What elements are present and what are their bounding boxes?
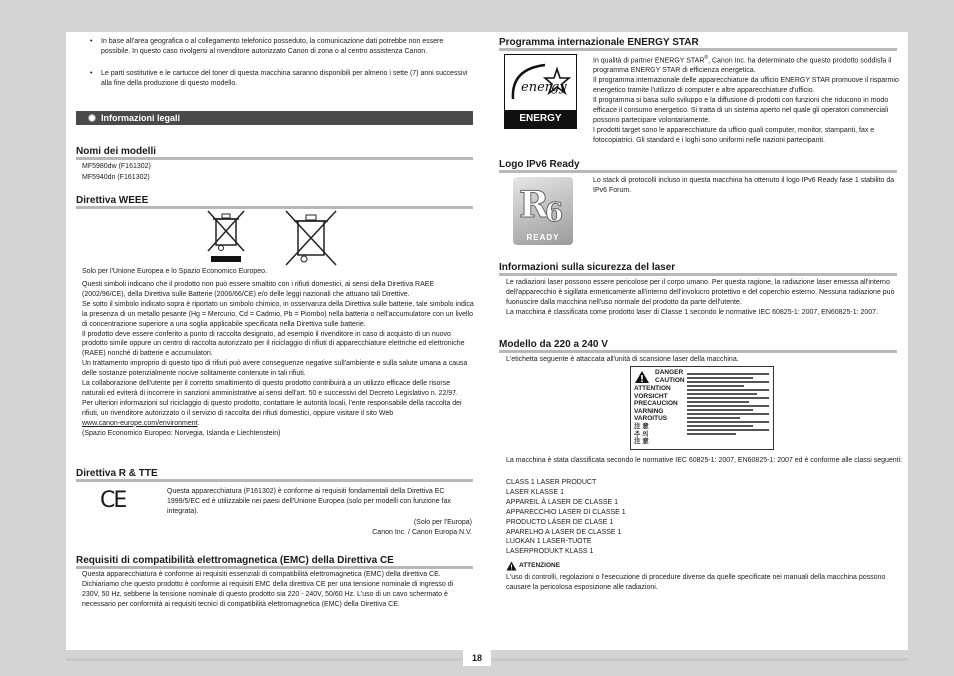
energy-intro-rest: , Canon Inc. ha determinato che questo prodotto soddisfa il programma ENERGY STAR di efficienza energetica. <box>593 57 892 75</box>
laser-warning-label <box>630 366 774 450</box>
heading-laser: Informazioni sulla sicurezza del laser <box>499 262 897 276</box>
crossed-bin-icon <box>206 209 248 265</box>
ipv6-ready-logo <box>513 177 573 245</box>
link-line <box>82 419 474 429</box>
list-item: APPARECCHIO LASER DI CLASSE 1 <box>506 508 626 516</box>
ipv6-text: Lo stack di protocolli incluso in questa macchina ha ottenuto il logo IPv6 Ready fase 1 stabilito da IPv6 Forum. <box>593 177 895 194</box>
model220-text: L'etichetta seguente è attaccata all'unità di scansione laser della macchina. <box>506 356 739 363</box>
heading-rtte: Direttiva R & TTE <box>76 468 473 482</box>
crossed-bin-battery-icon <box>283 209 339 267</box>
heading-weee: Direttiva WEEE <box>76 195 473 209</box>
info-icon <box>88 114 96 122</box>
list-item: APARELHO A LASER DE CLASSE 1 <box>506 528 622 536</box>
list-item: LASER KLASSE 1 <box>506 488 564 496</box>
weee-eu-note: Solo per l'Unione Europea e lo Spazio Economico Europeo. <box>82 268 268 275</box>
svg-text:R: R <box>519 184 549 226</box>
list-item: CLASS 1 LASER PRODUCT <box>506 479 597 486</box>
environment-link[interactable]: www.canon-europe.com/environment <box>82 419 198 427</box>
list-item: • Le parti sostitutive e le cartucce del toner di questa macchina saranno disponibili per almeno i sette (7) anni successivi alla fine della produzione di questo modello. <box>90 69 470 89</box>
heading-ipv6: Logo IPv6 Ready <box>499 159 897 173</box>
paragraph: Le radiazioni laser possono essere pericolose per il corpo umano. Per questa ragione, la radiazione laser emessa all'interno dell'apparecchio è sigillata ermeticamente all'interno dell'involucro protettivo e del coperchio esterno. Nessuna radiazione può fuoriuscire dalla macchina nell'uso normale del prodotto da parte dell'utente. <box>506 279 895 306</box>
energy-star-logo-text: ENERGY STAR <box>505 110 576 128</box>
laser-class-text: La macchina è stata classificata secondo le normative IEC 60825-1: 2007, EN60825-1: 2007 ed è conforme alle classi seguenti: <box>506 457 903 464</box>
list-item: • In base all'area geografica o al collegamento telefonico posseduto, la comunicazione dati potrebbe non essere possibile. In questo caso rivolgersi al rivenditore autorizzato Canon di zona o al centro assistenza Canon. <box>90 37 470 57</box>
label-word: VORSICHT <box>634 392 668 400</box>
registered-mark: ® <box>704 55 709 61</box>
heading-model-220: Modello da 220 a 240 V <box>499 339 897 353</box>
label-word: VAROITUS <box>634 415 668 423</box>
energy-star-logo <box>504 54 577 142</box>
paragraph: Questi simboli indicano che il prodotto non può essere smaltito con i rifiuti domestici, ai sensi della Direttiva RAEE (2002/96/CE), della Direttiva sulle Batterie (2006/66/CE) e/o delle leggi nazionali che attuano tali Direttive. <box>82 281 435 298</box>
warning-title: ATTENZIONE <box>519 562 561 569</box>
laser-text <box>506 278 906 318</box>
svg-text:6: 6 <box>545 198 564 227</box>
energy-star-text <box>593 54 905 145</box>
section-bar-title: Informazioni legali <box>101 113 181 123</box>
page-number: 18 <box>463 650 491 666</box>
paragraph: Il programma internazionale delle apparecchiature da ufficio ENERGY STAR promuove il risparmio energetico tramite l'utilizzo di computer e altre apparecchiature d'ufficio. <box>593 77 899 95</box>
label-word: 注 意 <box>634 438 649 446</box>
laser-class-list <box>506 478 626 557</box>
signature-line: (Solo per l'Europa) <box>413 519 472 526</box>
warning-text: L'uso di controlli, regolazioni o l'esecuzione di procedure diverse da quelle specificate nei manuali della macchina possono causare la pericolosa esposizione alle radiazioni. <box>506 574 886 591</box>
heading-energy-star: Programma internazionale ENERGY STAR <box>499 37 897 51</box>
model-name: MF5980dw (F161302) <box>82 163 151 170</box>
section-bar-legal <box>76 111 473 125</box>
ipv6-logo-text: READY <box>526 233 560 242</box>
paragraph: Il prodotto deve essere conferito a punto di raccolta designato, ad esempio il rivenditore in caso di acquisto di un nuovo prodotto simile oppure un centro di raccolta autorizzato per il riciclaggio di rifiuti di apparecchiature elettriche ed elettroniche (RAEE) nonché di batterie e accumulatori. <box>82 330 465 358</box>
warning-triangle-icon <box>634 370 650 384</box>
ce-mark-logo: CE <box>100 488 126 513</box>
label-words <box>655 369 685 384</box>
ipv6-icon <box>513 177 573 227</box>
energy-script: energy <box>521 80 567 95</box>
label-word: 注 意 <box>634 422 649 430</box>
warning-icon <box>506 561 517 571</box>
paragraph: Un trattamento improprio di questo tipo di rifiuti può avere conseguenze negative sull'ambiente e sulla salute umana a causa delle sostanze potenzialmente nocive solitamente contenute in tali rifiuti. <box>82 360 468 378</box>
label-word: 주 의 <box>634 430 649 438</box>
label-word: ATTENTION <box>634 385 671 392</box>
list-item: LUOKAN 1 LASER-TUOTE <box>506 538 592 546</box>
heading-model-names: Nomi dei modelli <box>76 146 473 160</box>
link-suffix: . <box>197 419 200 427</box>
model-name: MF5940dn (F161302) <box>82 174 150 181</box>
label-fine-print <box>687 371 769 437</box>
label-words <box>634 385 678 446</box>
paragraph: La collaborazione dell'utente per il corretto smaltimento di questo prodotto contribuirà a un utilizzo efficace delle risorse naturali ed eviterà di incorrere in sanzioni amministrative ai sensi dell'art. 50 e successivi del Decreto Legislativo n. 22/97. <box>82 380 459 397</box>
list-item: PRODUCTO LÁSER DE CLASE 1 <box>506 518 614 526</box>
heading-emc: Requisiti di compatibilità elettromagnetica (EMC) della Direttiva CE <box>76 555 473 569</box>
paragraph: Il programma si basa sullo sviluppo e la diffusione di prodotti con funzioni che riducono in modo efficace il consumo energetico. Si tratta di un sistema aperto nel quale gli operatori commerciali possono partecipare volontariamente. <box>593 96 889 124</box>
label-word: CAUTION <box>655 376 685 384</box>
manual-page <box>66 32 908 650</box>
weee-text <box>82 280 474 439</box>
eea-note: (Spazio Economico Europeo: Norvegia, Islanda e Liechtenstein) <box>82 429 281 437</box>
paragraph: Per ulteriori informazioni sul riciclaggio di questo prodotto, contattare le autorità locali, l'ente responsabile della raccolta dei rifiuti, un rivenditore autorizzato o il servizio di raccolta dei rifiuti domestici, oppure visitare il sito Web <box>82 399 462 417</box>
paragraph: La macchina è classificata come prodotto laser di Classe 1 secondo le normative IEC 60825-1: 2007, EN60825-1: 2007. <box>506 308 878 316</box>
emc-text: Questa apparecchiatura è conforme ai requisiti essenziali di compatibilità elettromagnetica (EMC) della direttiva CE. Dichiariamo che questo prodotto è conforme ai requisiti EMC della direttiva CE per una tensione nominale di ingresso di 230V, 50 Hz, sebbene la tensione nominale di questo prodotto sia 220 - 240V, 50/60 Hz. L'uso di un cavo schermato è necessario per conformità ai requisiti tecnici di compatibilità elettromagnetica (EMC) della Direttiva CE. <box>82 571 454 608</box>
signature-line: Canon Inc. / Canon Europa N.V. <box>372 528 472 536</box>
label-word: VARNING <box>634 407 664 415</box>
list-item: LASERPRODUKT KLASS 1 <box>506 548 594 556</box>
paragraph: Se sotto il simbolo indicato sopra è riportato un simbolo chimico, in osservanza della Direttiva sulle batterie, tale simbolo indica la presenza di un metallo pesante (Hg = Mercurio, Cd = Cadmio, Pb = Piombo) nella batteria o nell'accumulatore con un livello di concentrazione superiore a una soglia applicabile specificata nella Direttiva sulle batterie. <box>82 300 474 328</box>
label-word: PRECAUCION <box>634 400 678 408</box>
paragraph: I prodotti target sono le apparecchiature da ufficio quali computer, monitor, stampanti, fax e fotocopiatrici. Gli standard e i loghi sono uniformi nelle nazioni partecipanti. <box>593 126 875 144</box>
rtte-text: Questa apparecchiatura (F161302) è conforme ai requisiti fondamentali della Direttiva EC 1999/5/EC ed è utilizzabile nei paesi dell'Unione Europea (solo per modelli con funzione fax integrata). <box>167 488 451 515</box>
list-item: APPAREIL À LASER DE CLASSE 1 <box>506 498 619 506</box>
rtte-signature <box>167 518 472 538</box>
energy-star-icon <box>505 55 576 110</box>
label-word: DANGER <box>655 369 684 376</box>
energy-intro: In qualità di partner ENERGY STAR <box>593 57 705 65</box>
